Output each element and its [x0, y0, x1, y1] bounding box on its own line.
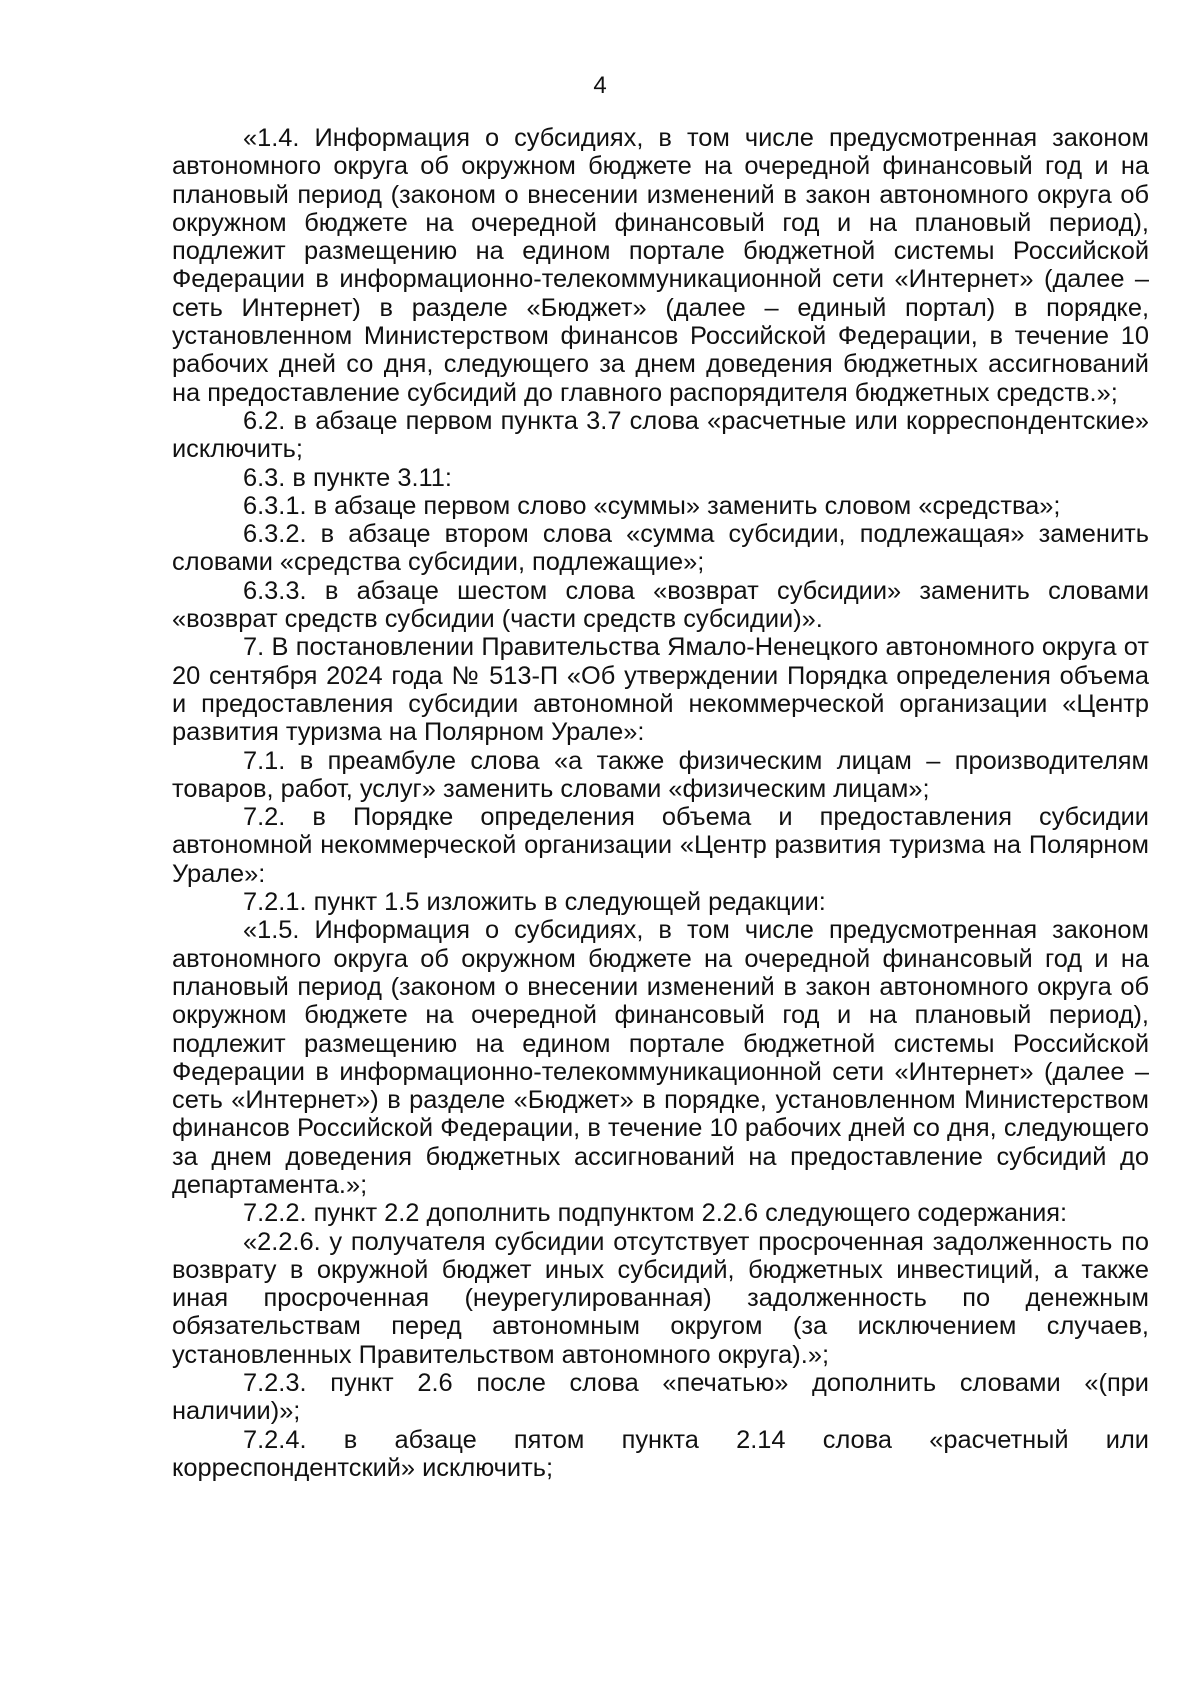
paragraph-6-2: 6.2. в абзаце первом пункта 3.7 слова «расчетные или корреспондентские» исключить;: [172, 406, 1149, 464]
document-body: [172, 124, 1149, 1482]
paragraph-7-2-3: 7.2.3. пункт 2.6 после слова «печатью» дополнить словами «(при наличии)»;: [172, 1369, 1149, 1426]
paragraph-1-4-quote: «1.4. Информация о субсидиях, в том числе предусмотренная законом автономного округа об окружном бюджете на очередной финансовый год и на плановый период (законом о внесении изменений в закон автономного округа об окружном бюджете на очередной финансовый год и на плановый период), подлежит размещению на едином портале бюджетной системы Российской Федерации в информационно-телекоммуникационной сети «Интернет» (далее – сеть Интернет) в разделе «Бюджет» (далее – единый портал) в порядке, установленном Министерством финансов Российской Федерации, в течение 10 рабочих дней со дня, следующего за днем доведения бюджетных ассигнований на предоставление субсидий до главного распорядителя бюджетных средств.»;: [172, 124, 1149, 407]
paragraph-7-2-1: 7.2.1. пункт 1.5 изложить в следующей редакции:: [243, 888, 826, 917]
paragraph-1-5-quote: «1.5. Информация о субсидиях, в том числе предусмотренная законом автономного округа об окружном бюджете на очередной финансовый год и на плановый период (законом о внесении изменений в закон автономного округа об окружном бюджете на очередной финансовый год и на плановый период), подлежит размещению на едином портале бюджетной системы Российской Федерации в информационно-телекоммуникационной сети «Интернет» (далее – сеть «Интернет») в разделе «Бюджет» в порядке, установленном Министерством финансов Российской Федерации, в течение 10 рабочих дней со дня, следующего за днем доведения бюджетных ассигнований на предоставление субсидий до департамента.»;: [172, 916, 1149, 1199]
paragraph-6-3-1: 6.3.1. в абзаце первом слово «суммы» заменить словом «средства»;: [243, 491, 1061, 520]
paragraph-7: 7. В постановлении Правительства Ямало-Ненецкого автономного округа от 20 сентября 2024 года № 513-П «Об утверждении Порядка определения объема и предоставления субсидии автономной некоммерческой организации «Центр развития туризма на Полярном Урале»:: [172, 633, 1149, 747]
paragraph-6-3-3: 6.3.3. в абзаце шестом слова «возврат субсидии» заменить словами «возврат средств субсидии (части средств субсидии)».: [172, 576, 1149, 634]
paragraph-7-1: 7.1. в преамбуле слова «а также физическим лицам – производителям товаров, работ, услуг» заменить словами «физическим лицам»;: [172, 746, 1149, 803]
paragraph-6-3-2: 6.3.2. в абзаце втором слова «сумма субсидии, подлежащая» заменить словами «средства субсидии, подлежащие»;: [172, 520, 1149, 577]
paragraph-6-3: 6.3. в пункте 3.11:: [243, 463, 452, 492]
paragraph-7-2-4: 7.2.4. в абзаце пятом пункта 2.14 слова «расчетный или корреспондентский» исключить;: [172, 1425, 1149, 1482]
paragraph-7-2-2: 7.2.2. пункт 2.2 дополнить подпунктом 2.2.6 следующего содержания:: [243, 1199, 1068, 1228]
page-number: 4: [593, 72, 607, 99]
paragraph-2-2-6-quote: «2.2.6. у получателя субсидии отсутствует просроченная задолженность по возврату в окружной бюджет иных субсидий, бюджетных инвестиций, а также иная просроченная (неурегулированная) задолженность по денежным обязательствам перед автономным округом (за исключением случаев, установленных Правительством автономного округа).»;: [172, 1227, 1149, 1369]
paragraph-7-2: 7.2. в Порядке определения объема и предоставления субсидии автономной некоммерческой организации «Центр развития туризма на Полярном Урале»:: [172, 803, 1149, 888]
